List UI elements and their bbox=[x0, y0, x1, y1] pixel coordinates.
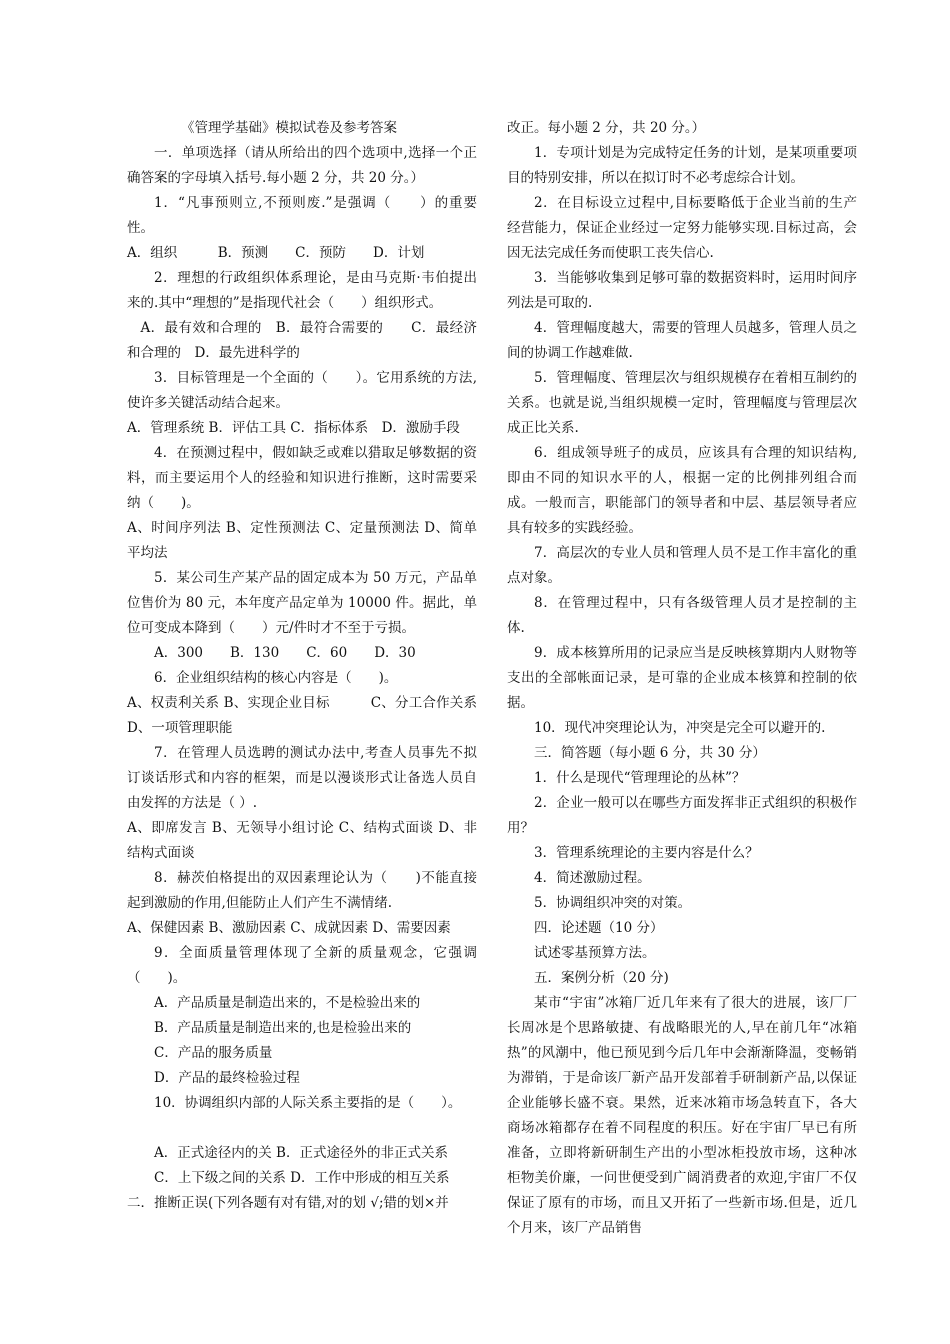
text-paragraph: 试述零基预算方法。 bbox=[534, 945, 656, 961]
text-paragraph: 二．推断正误(下列各题有对有错,对的划 √;错的划×并 bbox=[127, 1195, 449, 1211]
text-paragraph: 9．全面质量管理体现了全新的质量观念，它强调（ )。 bbox=[127, 945, 477, 986]
text-paragraph: 3．目标管理是一个全面的（ ）。它用系统的方法,使许多关键活动结合起来。 bbox=[127, 370, 477, 411]
text-paragraph: 2．理想的行政组织体系理论，是由马克斯·韦伯提出来的.其中“理想的”是指现代社会（ ）组织形式。 bbox=[127, 270, 477, 311]
text-paragraph: A、即席发言 B、无领导小组讨论 C、结构式面谈 D、非结构式面谈 bbox=[127, 820, 477, 861]
text-paragraph: B．产品质量是制造出来的,也是检验出来的 bbox=[154, 1020, 412, 1036]
text-paragraph: 1．“凡事预则立,不预则废.”是强调（ ）的重要性。 bbox=[127, 195, 477, 236]
text-paragraph: 4．管理幅度越大，需要的管理人员越多，管理人员之间的协调工作越难做. bbox=[507, 320, 857, 361]
text-paragraph: A、时间序列法 B、定性预测法 C、定量预测法 D、简单平均法 bbox=[127, 520, 477, 561]
text-paragraph: 改正。每小题 2 分，共 20 分。） bbox=[507, 120, 706, 136]
text-paragraph: A、保健因素 B、激励因素 C、成就因素 D、需要因素 bbox=[127, 920, 451, 936]
right-column bbox=[507, 116, 857, 1241]
text-paragraph: 某市“宇宙”冰箱厂近几年来有了很大的进展，该厂厂长周冰是个思路敏捷、有战略眼光的人,早在前几年“冰箱热”的风潮中，他已预见到今后几年中会渐渐降温，变畅销为滞销，于是命该厂新产品开发部着手研制新产品,以保证企业能够长盛不衰。果然，近来冰箱市场急转直下，各大商场冰箱都存在着不同程度的积压。好在宇宙厂早已有所准备，立即将新研制生产出的小型冰柜投放市场，这种冰柜物美价廉，一问世便受到广阔消费者的欢迎,宇宙厂不仅保证了原有的市场，而且又开拓了一些新市场.但是，近几个月来，该厂产品销售 bbox=[507, 995, 857, 1236]
text-paragraph: 《管理学基础》模拟试卷及参考答案 bbox=[181, 120, 397, 136]
text-paragraph: 1．什么是现代“管理理论的丛林”？ bbox=[534, 770, 746, 786]
text-paragraph: D．产品的最终检验过程 bbox=[154, 1070, 300, 1086]
text-paragraph: 9．成本核算所用的记录应当是反映核算期内人财物等支出的全部帐面记录，是可靠的企业成本核算和控制的依据。 bbox=[507, 645, 857, 711]
text-paragraph: 2．企业一般可以在哪些方面发挥非正式组织的积极作用？ bbox=[507, 795, 857, 836]
text-paragraph: C．产品的服务质量 bbox=[154, 1045, 273, 1061]
blank-line bbox=[127, 1116, 477, 1141]
text-paragraph: A．产品质量是制造出来的，不是检验出来的 bbox=[154, 995, 421, 1011]
text-paragraph: 7．在管理人员选聘的测试办法中,考查人员事先不拟订谈话形式和内容的框架，而是以漫谈形式让备选人员自由发挥的方法是（ ）. bbox=[127, 745, 477, 811]
text-paragraph: A、权责利关系 B、实现企业目标 C、分工合作关系 D、一项管理职能 bbox=[127, 695, 491, 736]
text-paragraph: 6．企业组织结构的核心内容是（ )。 bbox=[154, 670, 398, 686]
text-paragraph: 5．某公司生产某产品的固定成本为 50 万元，产品单位售价为 80 元，本年度产品定单为 10000 件。据此，单位可变成本降到（ ）元/件时才不至于亏损。 bbox=[127, 570, 477, 636]
text-paragraph: 8．赫茨伯格提出的双因素理论认为（ )不能直接起到激励的作用,但能防止人们产生不满情绪. bbox=[127, 870, 477, 911]
text-paragraph: 5．管理幅度、管理层次与组织规模存在着相互制约的关系。也就是说,当组织规模一定时，管理幅度与管理层次成正比关系. bbox=[507, 370, 857, 436]
text-paragraph: A．组织 B．预测 C．预防 D．计划 bbox=[127, 245, 425, 261]
text-paragraph: 1．专项计划是为完成特定任务的计划，是某项重要项目的特别安排，所以在拟订时不必考虑综合计划。 bbox=[507, 145, 857, 186]
text-paragraph: 3．当能够收集到足够可靠的数据资料时，运用时间序列法是可取的. bbox=[507, 270, 857, 311]
text-paragraph: 6．组成领导班子的成员，应该具有合理的知识结构,即由不同的知识水平的人，根据一定的比例排列组合而成。一般而言，职能部门的领导者和中层、基层领导者应具有较多的实践经验。 bbox=[507, 445, 857, 536]
text-paragraph: 4．在预测过程中，假如缺乏或难以猎取足够数据的资料，而主要运用个人的经验和知识进行推断，这时需要采纳（ )。 bbox=[127, 445, 477, 511]
text-paragraph: 五．案例分析（20 分) bbox=[534, 970, 669, 986]
text-paragraph: C．上下级之间的关系 D．工作中形成的相互关系 bbox=[154, 1170, 450, 1186]
text-paragraph: 三．简答题（每小题 6 分，共 30 分） bbox=[534, 745, 766, 761]
text-paragraph: 10．现代冲突理论认为，冲突是完全可以避开的. bbox=[534, 720, 826, 736]
text-paragraph: 4．简述激励过程。 bbox=[534, 870, 651, 886]
text-paragraph: 2．在目标设立过程中,目标要略低于企业当前的生产经营能力，保证企业经过一定努力能够实现.目标过高，会因无法完成任务而使职工丧失信心. bbox=[507, 195, 857, 261]
text-paragraph: 10．协调组织内部的人际关系主要指的是（ ）。 bbox=[154, 1095, 462, 1111]
text-paragraph: A．300 B．130 C．60 D．30 bbox=[154, 645, 416, 661]
text-paragraph: 四．论述题（10 分） bbox=[534, 920, 664, 936]
text-paragraph: 8．在管理过程中，只有各级管理人员才是控制的主体. bbox=[507, 595, 857, 636]
text-paragraph: A．管理系统 B．评估工具 C．指标体系 D．激励手段 bbox=[127, 420, 460, 436]
text-paragraph: A．正式途径内的关 B．正式途径外的非正式关系 bbox=[154, 1145, 448, 1161]
text-paragraph: 一．单项选择（请从所给出的四个选项中,选择一个正确答案的字母填入括号.每小题 2 分，共 20 分。） bbox=[127, 145, 477, 186]
left-column bbox=[127, 116, 491, 1216]
text-paragraph: 7．高层次的专业人员和管理人员不是工作丰富化的重点对象。 bbox=[507, 545, 857, 586]
text-paragraph: A．最有效和合理的 B．最符合需要的 C．最经济和合理的 D．最先进科学的 bbox=[127, 320, 477, 361]
text-paragraph: 3．管理系统理论的主要内容是什么？ bbox=[534, 845, 759, 861]
text-paragraph: 5．协调组织冲突的对策。 bbox=[534, 895, 692, 911]
